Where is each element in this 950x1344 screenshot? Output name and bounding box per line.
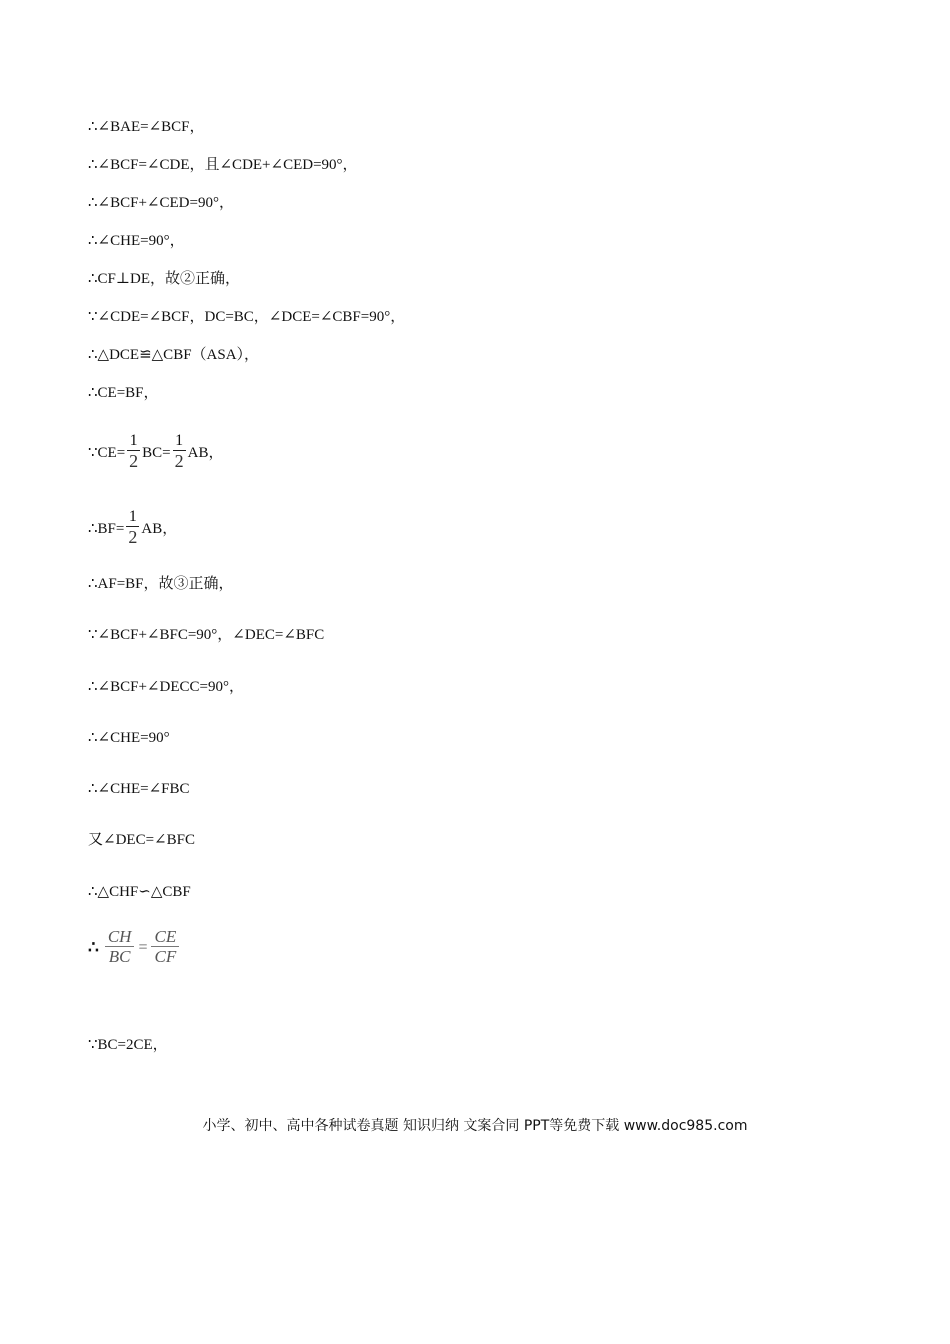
fraction-numerator: 1 (126, 508, 139, 527)
line-10-prefix: ∴BF= (88, 520, 125, 537)
proof-line-10 (88, 510, 177, 549)
proof-line-8: ∴CE=BF， (88, 385, 159, 401)
proof-line-12: ∵∠BCF+∠BFC=90°，∠DEC=∠BFC (88, 627, 325, 643)
proof-line-16: 又∠DEC=∠BFC (88, 832, 195, 848)
fraction-denominator: 2 (128, 527, 138, 547)
therefore-symbol: ∴ (88, 937, 99, 957)
fraction-one-half (126, 508, 139, 547)
proof-line-9 (88, 434, 224, 473)
proof-line-15: ∴∠CHE=∠FBC (88, 781, 190, 797)
fraction-numerator: 1 (127, 432, 140, 451)
fraction-numerator: CE (151, 928, 179, 947)
proof-line-1: ∴∠BAE=∠BCF， (88, 119, 205, 135)
proof-line-18 (88, 927, 181, 969)
proof-line-13: ∴∠BCF+∠DECC=90°， (88, 679, 244, 695)
proof-line-19: ∵BC=2CE， (88, 1037, 168, 1053)
fraction-numerator: 1 (173, 432, 186, 451)
line-9-prefix: ∵CE= (88, 444, 126, 461)
proof-line-6: ∵∠CDE=∠BCF，DC=BC，∠DCE=∠CBF=90°， (88, 309, 406, 325)
line-9-suffix: AB， (187, 444, 224, 461)
fraction-denominator: 2 (129, 451, 139, 471)
fraction-ce-over-cf (151, 928, 179, 967)
line-10-suffix: AB， (141, 520, 178, 537)
line-9-middle: BC= (142, 444, 171, 461)
proof-line-11: ∴AF=BF，故③正确， (88, 576, 234, 592)
proof-line-4: ∴∠CHE=90°， (88, 233, 185, 249)
fraction-numerator: CH (105, 928, 135, 947)
fraction-denominator: BC (108, 947, 131, 966)
fraction-denominator: CF (154, 947, 177, 966)
fraction-ch-over-bc (105, 928, 135, 967)
proof-line-3: ∴∠BCF+∠CED=90°， (88, 195, 234, 211)
equals-sign: = (138, 938, 148, 956)
proof-line-5: ∴CF⊥DE，故②正确， (88, 271, 240, 287)
proof-line-7: ∴△DCE≌△CBF（ASA）， (88, 347, 260, 363)
proof-line-17: ∴△CHF∽△CBF (88, 884, 191, 900)
proof-line-14: ∴∠CHE=90° (88, 730, 170, 746)
page-footer: 小学、初中、高中各种试卷真题 知识归纳 文案合同 PPT等免费下载 www.doc985.com (202, 1118, 748, 1134)
proof-line-2: ∴∠BCF=∠CDE，且∠CDE+∠CED=90°， (88, 157, 358, 173)
fraction-denominator: 2 (174, 451, 184, 471)
fraction-one-half (173, 432, 186, 471)
fraction-one-half (127, 432, 140, 471)
